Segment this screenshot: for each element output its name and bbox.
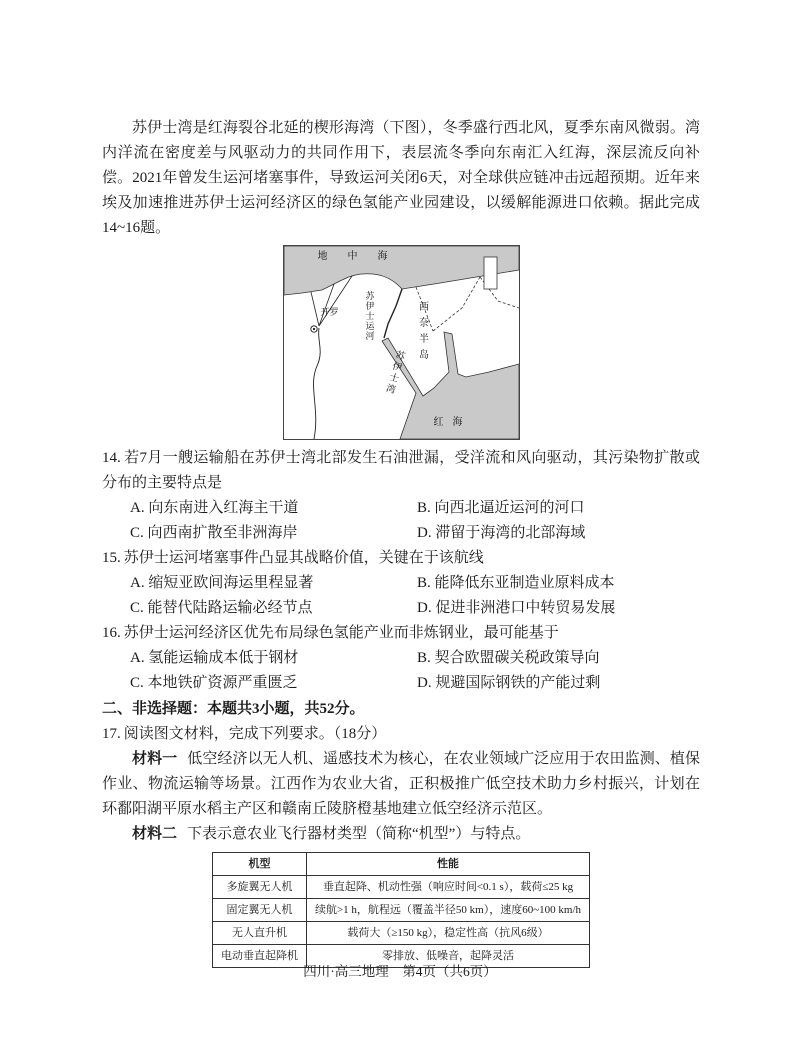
table-header-type: 机型 xyxy=(212,853,306,876)
cell-performance: 续航>1 h，航程远（覆盖半径50 km），速度60~100 km/h xyxy=(306,899,589,922)
question-14-stem xyxy=(102,446,700,496)
option-d: D. 规避国际钢铁的产能过剩 xyxy=(417,675,601,691)
material-2-paragraph xyxy=(102,822,700,847)
material-1-paragraph xyxy=(102,747,700,822)
suez-canal-line xyxy=(384,289,402,338)
suez-map xyxy=(283,245,520,440)
table-row xyxy=(212,922,589,945)
map-label-suez-canal: 苏伊士运河 xyxy=(364,291,375,341)
cell-type: 多旋翼无人机 xyxy=(212,876,306,899)
question-16-options-ab xyxy=(102,646,700,671)
option-a: A. 氢能运输成本低于钢材 xyxy=(130,650,299,666)
page-footer: 四川·高三地理 第4页（共6页） xyxy=(303,964,497,979)
map-figure xyxy=(102,245,700,440)
border-dashed-lines xyxy=(416,277,519,331)
material-2-label: 材料二 xyxy=(132,826,178,842)
option-d: D. 滞留于海湾的北部海域 xyxy=(417,525,586,541)
cell-type: 固定翼无人机 xyxy=(212,899,306,922)
option-d: D. 促进非洲港口中转贸易发展 xyxy=(417,600,616,616)
aircraft-spec-table xyxy=(212,852,590,968)
map-label-red-sea: 红海 xyxy=(433,417,472,428)
question-15-stem xyxy=(102,546,700,571)
table-header-row xyxy=(212,853,589,876)
question-16 xyxy=(102,621,700,696)
option-a: A. 缩短亚欧间海运里程显著 xyxy=(130,575,314,591)
question-number: 14. xyxy=(102,450,121,466)
option-b: B. 契合欧盟碳关税政策导向 xyxy=(417,650,600,666)
option-c: C. 本地铁矿资源严重匮乏 xyxy=(130,675,298,691)
nile-river-line xyxy=(313,328,320,439)
question-14-options-ab xyxy=(102,496,700,521)
map-label-sinai: 西奈半岛 xyxy=(416,301,428,365)
cairo-marker-dot xyxy=(312,328,314,330)
map-inset-box xyxy=(484,257,497,289)
question-14 xyxy=(102,446,700,546)
question-16-stem xyxy=(102,621,700,646)
question-text: 苏伊士运河堵塞事件凸显其战略价值，关键在于该航线 xyxy=(123,550,484,566)
intro-paragraph: 苏伊士湾是红海裂谷北延的楔形海湾（下图），冬季盛行西北风，夏季东南风微弱。湾内洋流在密度差与风驱动力的共同作用下，表层流冬季向东南汇入红海，深层流反向补偿。2021年曾发生运河堵塞事件，导致运河关闭6天，对全球供应链冲击远超预期。近年来埃及加速推进苏伊士运河经济区的绿色氢能产业园建设，以缓解能源进口依赖。据此完成14~16题。 xyxy=(102,120,700,236)
question-number: 17. xyxy=(102,726,121,742)
map-label-cairo: 开罗 xyxy=(320,307,339,317)
question-17-stem xyxy=(102,722,700,747)
option-c: C. 向西南扩散至非洲海岸 xyxy=(130,525,298,541)
question-number: 16. xyxy=(102,625,121,641)
table-row xyxy=(212,876,589,899)
question-number: 15. xyxy=(102,550,121,566)
cell-type: 无人直升机 xyxy=(212,922,306,945)
section-2-heading: 二、非选择题：本题共3小题，共52分。 xyxy=(102,701,365,717)
option-b: B. 向西北逼近运河的河口 xyxy=(417,500,585,516)
material-1-label: 材料一 xyxy=(132,751,178,767)
question-15 xyxy=(102,546,700,621)
map-drawing xyxy=(284,246,519,439)
cell-performance: 垂直起降、机动性强（响应时间<0.1 s），载荷≤25 kg xyxy=(306,876,589,899)
question-text: 苏伊士运河经济区优先布局绿色氢能产业而非炼钢业，最可能基于 xyxy=(123,625,559,641)
option-c: C. 能替代陆路运输必经节点 xyxy=(130,600,313,616)
cell-performance: 零排放、低噪音，起降灵活 xyxy=(306,945,589,968)
cell-type: 电动垂直起降机 xyxy=(212,945,306,968)
table-row xyxy=(212,899,589,922)
map-label-mediterranean: 地中海 xyxy=(317,251,408,262)
material-1-text: 低空经济以无人机、遥感技术为核心，在农业领域广泛应用于农田监测、植保作业、物流运输等场景。江西作为农业大省，正积极推广低空技术助力乡村振兴，计划在环鄱阳湖平原水稻主产区和赣南丘陵脐橙基地建立低空经济示范区。 xyxy=(102,751,700,817)
question-text: 若7月一艘运输船在苏伊士湾北部发生石油泄漏，受洋流和风向驱动，其污染物扩散或分布的主要特点是 xyxy=(102,450,700,491)
question-15-options-ab xyxy=(102,571,700,596)
question-text: 阅读图文材料，完成下列要求。（18分） xyxy=(123,726,387,742)
question-15-options-cd xyxy=(102,596,700,621)
question-17 xyxy=(102,722,700,968)
material-2-text: 下表示意农业飞行器材类型（简称“机型”）与特点。 xyxy=(187,826,531,842)
cell-performance: 载荷大（≥150 kg），稳定性高（抗风6级） xyxy=(306,922,589,945)
map-label-gulf-of-suez: 苏伊士湾 xyxy=(381,348,405,396)
option-a: A. 向东南进入红海主干道 xyxy=(130,500,299,516)
question-16-options-cd xyxy=(102,671,700,696)
aircraft-table-wrapper xyxy=(102,852,700,968)
table-header-performance: 性能 xyxy=(306,853,589,876)
option-b: B. 能降低东亚制造业原料成本 xyxy=(417,575,615,591)
question-14-options-cd xyxy=(102,521,700,546)
